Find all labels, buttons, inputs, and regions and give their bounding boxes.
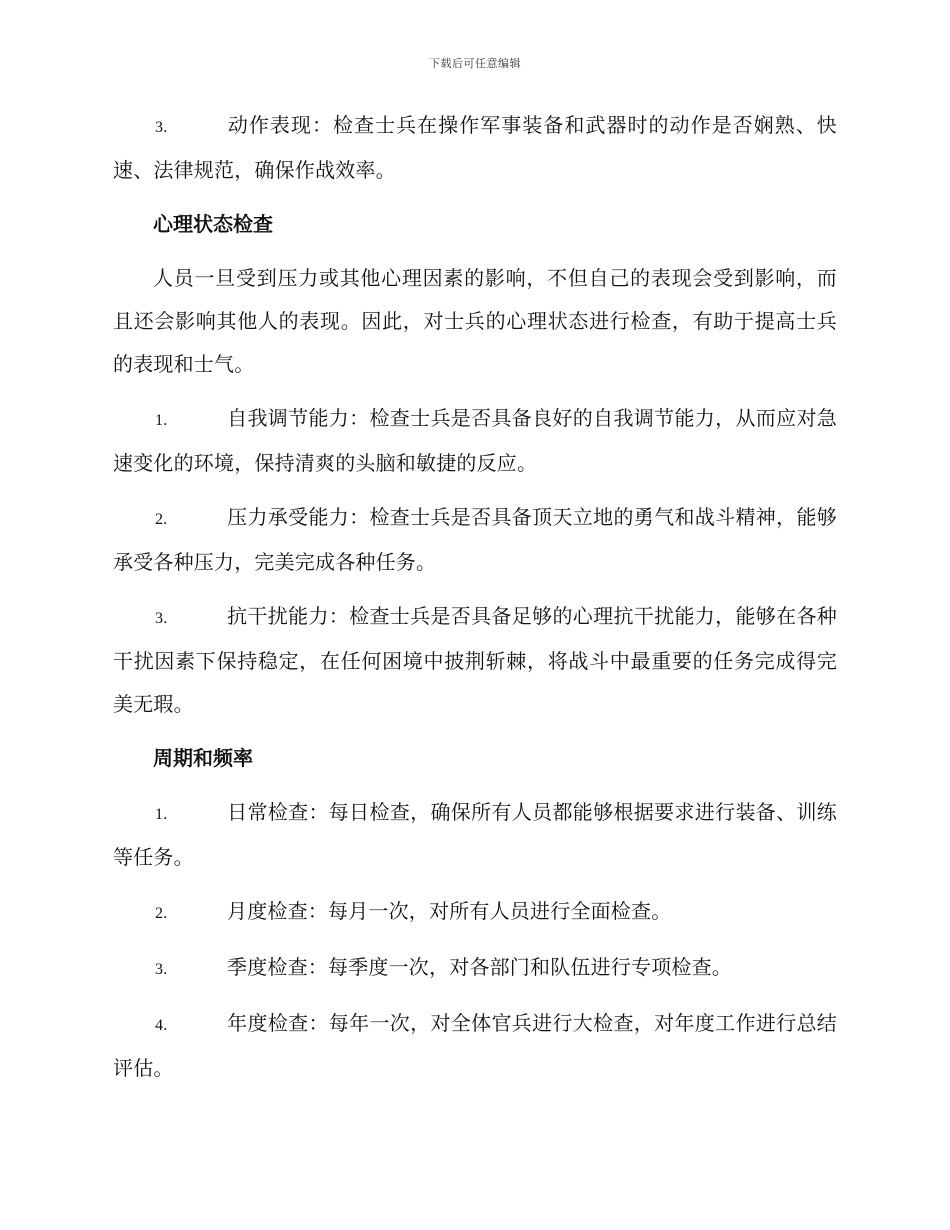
- list-item-monthly-check: [113, 890, 837, 935]
- list-item-text: 季度检查：每季度一次，对各部门和队伍进行专项检查。: [227, 955, 732, 979]
- list-item-number: 2.: [155, 905, 168, 922]
- list-item-self-regulation: [113, 397, 837, 485]
- list-item-text: 自我调节能力：检查士兵是否具备良好的自我调节能力，从而应对急速变化的环境，保持清爽的头脑和敏捷的反应。: [113, 406, 837, 475]
- list-item-number: 1.: [155, 412, 168, 429]
- list-item-text: 抗干扰能力：检查士兵是否具备足够的心理抗干扰能力，能够在各种干扰因素下保持稳定，在任何困境中披荆斩棘，将战斗中最重要的任务完成得完美无瑕。: [113, 604, 837, 716]
- list-item-text: 日常检查：每日检查，确保所有人员都能够根据要求进行装备、训练等任务。: [113, 800, 837, 869]
- list-item-text: 年度检查：每年一次，对全体官兵进行大检查，对年度工作进行总结评估。: [113, 1011, 837, 1080]
- list-item-number: 3.: [155, 119, 168, 136]
- list-item-anti-interference: [113, 595, 837, 726]
- list-item-annual-check: [113, 1002, 837, 1090]
- section-heading-mental-state: 心理状态检查: [153, 212, 273, 236]
- list-item-number: 1.: [155, 806, 168, 823]
- section-heading-cycle-frequency: 周期和频率: [153, 746, 253, 770]
- list-item-number: 3.: [155, 961, 168, 978]
- list-item-quarterly-check: [113, 946, 837, 991]
- list-item-daily-check: [113, 791, 837, 879]
- list-item-number: 2.: [155, 511, 168, 528]
- list-item-text: 压力承受能力：检查士兵是否具备顶天立地的勇气和战斗精神，能够承受各种压力，完美完成各种任务。: [113, 505, 837, 574]
- list-item-action-performance: [113, 104, 837, 192]
- list-item-text: 动作表现：检查士兵在操作军事装备和武器时的动作是否娴熟、快速、法律规范，确保作战效率。: [113, 113, 837, 182]
- list-item-number: 3.: [155, 610, 168, 627]
- paragraph-mental-state-intro: 人员一旦受到压力或其他心理因素的影响，不但自己的表现会受到影响，而且还会影响其他人的表现。因此，对士兵的心理状态进行检查，有助于提高士兵的表现和士气。: [113, 266, 837, 376]
- document-body: [113, 104, 837, 1101]
- list-item-number: 4.: [155, 1017, 168, 1034]
- list-item-text: 月度检查：每月一次，对所有人员进行全面检查。: [227, 899, 672, 923]
- list-item-stress-tolerance: [113, 496, 837, 584]
- header-note: 下载后可任意编辑: [429, 57, 521, 70]
